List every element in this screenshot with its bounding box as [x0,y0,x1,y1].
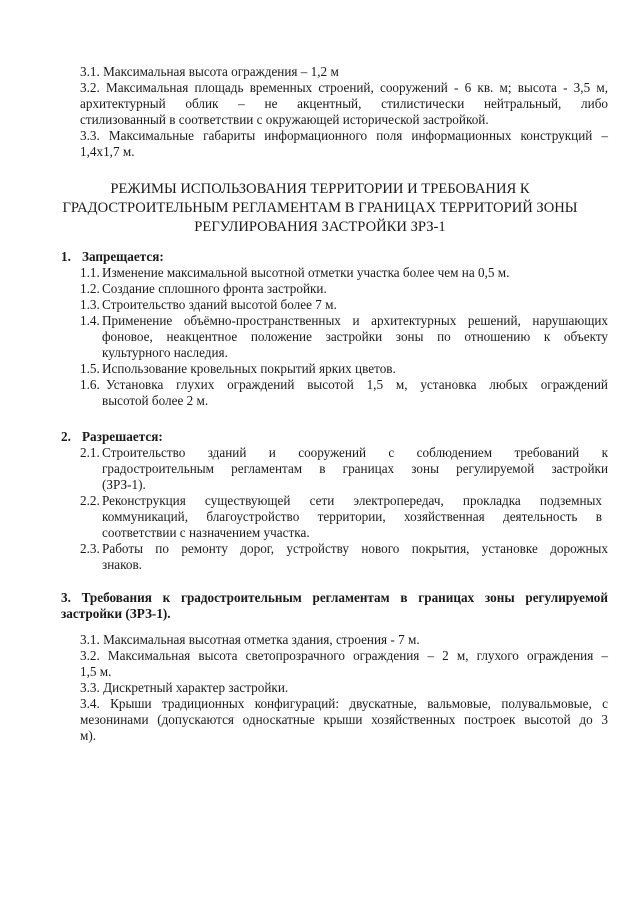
item-text: Строительство зданий и сооружений с соблюдением требований к [102,445,608,460]
top-3-2-line-2: архитектурный облик – не акцентный, стилистически нейтральный, либо [80,96,608,111]
item-number: 1.3. [80,297,100,312]
section-heading-line-1: РЕЖИМЫ ИСПОЛЬЗОВАНИЯ ТЕРРИТОРИИ И ТРЕБОВАНИЯ К [110,181,530,197]
s3-item-3-4-line-3: м). [80,728,97,743]
item-text: знаков. [102,557,142,572]
top-3-2-line-1: 3.2. Максимальная площадь временных строений, сооружений - 6 кв. м; высота - 3,5 м, [80,80,608,95]
item-number: 1.2. [80,281,100,296]
item-text: Реконструкция существующей сети электропередач, прокладка подземных [102,493,602,508]
s3-item-3-2-line-2: 1,5 м. [80,664,112,679]
section-3-title-line-1: 3. Требования к градостроительным регламентам в границах зоны регулируемой [61,590,608,605]
item-text: Применение объёмно-пространственных и архитектурных решений, нарушающих [102,313,608,328]
item-number: 2.3. [80,541,100,556]
top-3-3-line-2: 1,4х1,7 м. [80,144,135,159]
s3-item-3-2-line-1: 3.2. Максимальная высота светопрозрачного ограждения – 2 м, глухого ограждения – [80,648,608,663]
section-1-number: 1. [61,249,71,264]
item-text: Использование кровельных покрытий ярких цветов. [102,361,396,376]
item-text: Строительство зданий высотой более 7 м. [102,297,337,312]
item-text: градостроительным регламентам в границах зоны регулируемой застройки [102,461,608,476]
item-text: культурного наследия. [102,345,228,360]
item-text: Создание сплошного фронта застройки. [102,281,327,296]
section-2-title: Разрешается: [82,429,163,444]
item-number: 2.1. [80,445,100,460]
item-text: высотой более 2 м. [102,393,209,408]
item-number: 1.5. [80,361,100,376]
item-number: 2.2. [80,493,100,508]
item-number: 1.6. [80,377,100,392]
item-text: коммуникаций, благоустройство территории, хозяйственная деятельность в [102,509,602,524]
s3-item-3-1: 3.1. Максимальная высотная отметка здания, строения - 7 м. [80,632,420,647]
item-text: фоновое, неакцентное положение застройки зоны по отношению к объекту [102,329,608,344]
item-number: 1.4. [80,313,100,328]
section-heading-line-3: РЕГУЛИРОВАНИЯ ЗАСТРОЙКИ ЗРЗ-1 [194,219,446,235]
top-3-2-line-3: стилизованный в соответствии с окружающей исторической застройкой. [80,112,489,127]
section-3-title-line-2: застройки (ЗРЗ-1). [61,606,171,621]
top-3-3-line-1: 3.3. Максимальные габариты информационного поля информационных конструкций – [80,128,608,143]
item-text: Изменение максимальной высотной отметки участка более чем на 0,5 м. [102,265,510,280]
item-text: Установка глухих ограждений высотой 1,5 м, установка любых ограждений [106,377,608,392]
item-text: (ЗРЗ-1). [102,477,146,492]
item-text: Работы по ремонту дорог, устройству нового покрытия, установке дорожных [102,541,608,556]
item-text: соответствии с назначением участка. [102,525,310,540]
top-3-1: 3.1. Максимальная высота ограждения – 1,2 м [80,64,339,79]
s3-item-3-3: 3.3. Дискретный характер застройки. [80,680,289,695]
section-2-number: 2. [61,429,71,444]
item-number: 1.1. [80,265,100,280]
s3-item-3-4-line-1: 3.4. Крыши традиционных конфигураций: двускатные, вальмовые, полувальмовые, с [80,696,608,711]
section-1-title: Запрещается: [82,249,164,264]
s3-item-3-4-line-2: мезонинами (допускаются односкатные крыши хозяйственных построек высотой до 3 [80,712,608,727]
section-heading-line-2: ГРАДОСТРОИТЕЛЬНЫМ РЕГЛАМЕНТАМ В ГРАНИЦАХ ТЕРРИТОРИЙ ЗОНЫ [62,200,578,216]
